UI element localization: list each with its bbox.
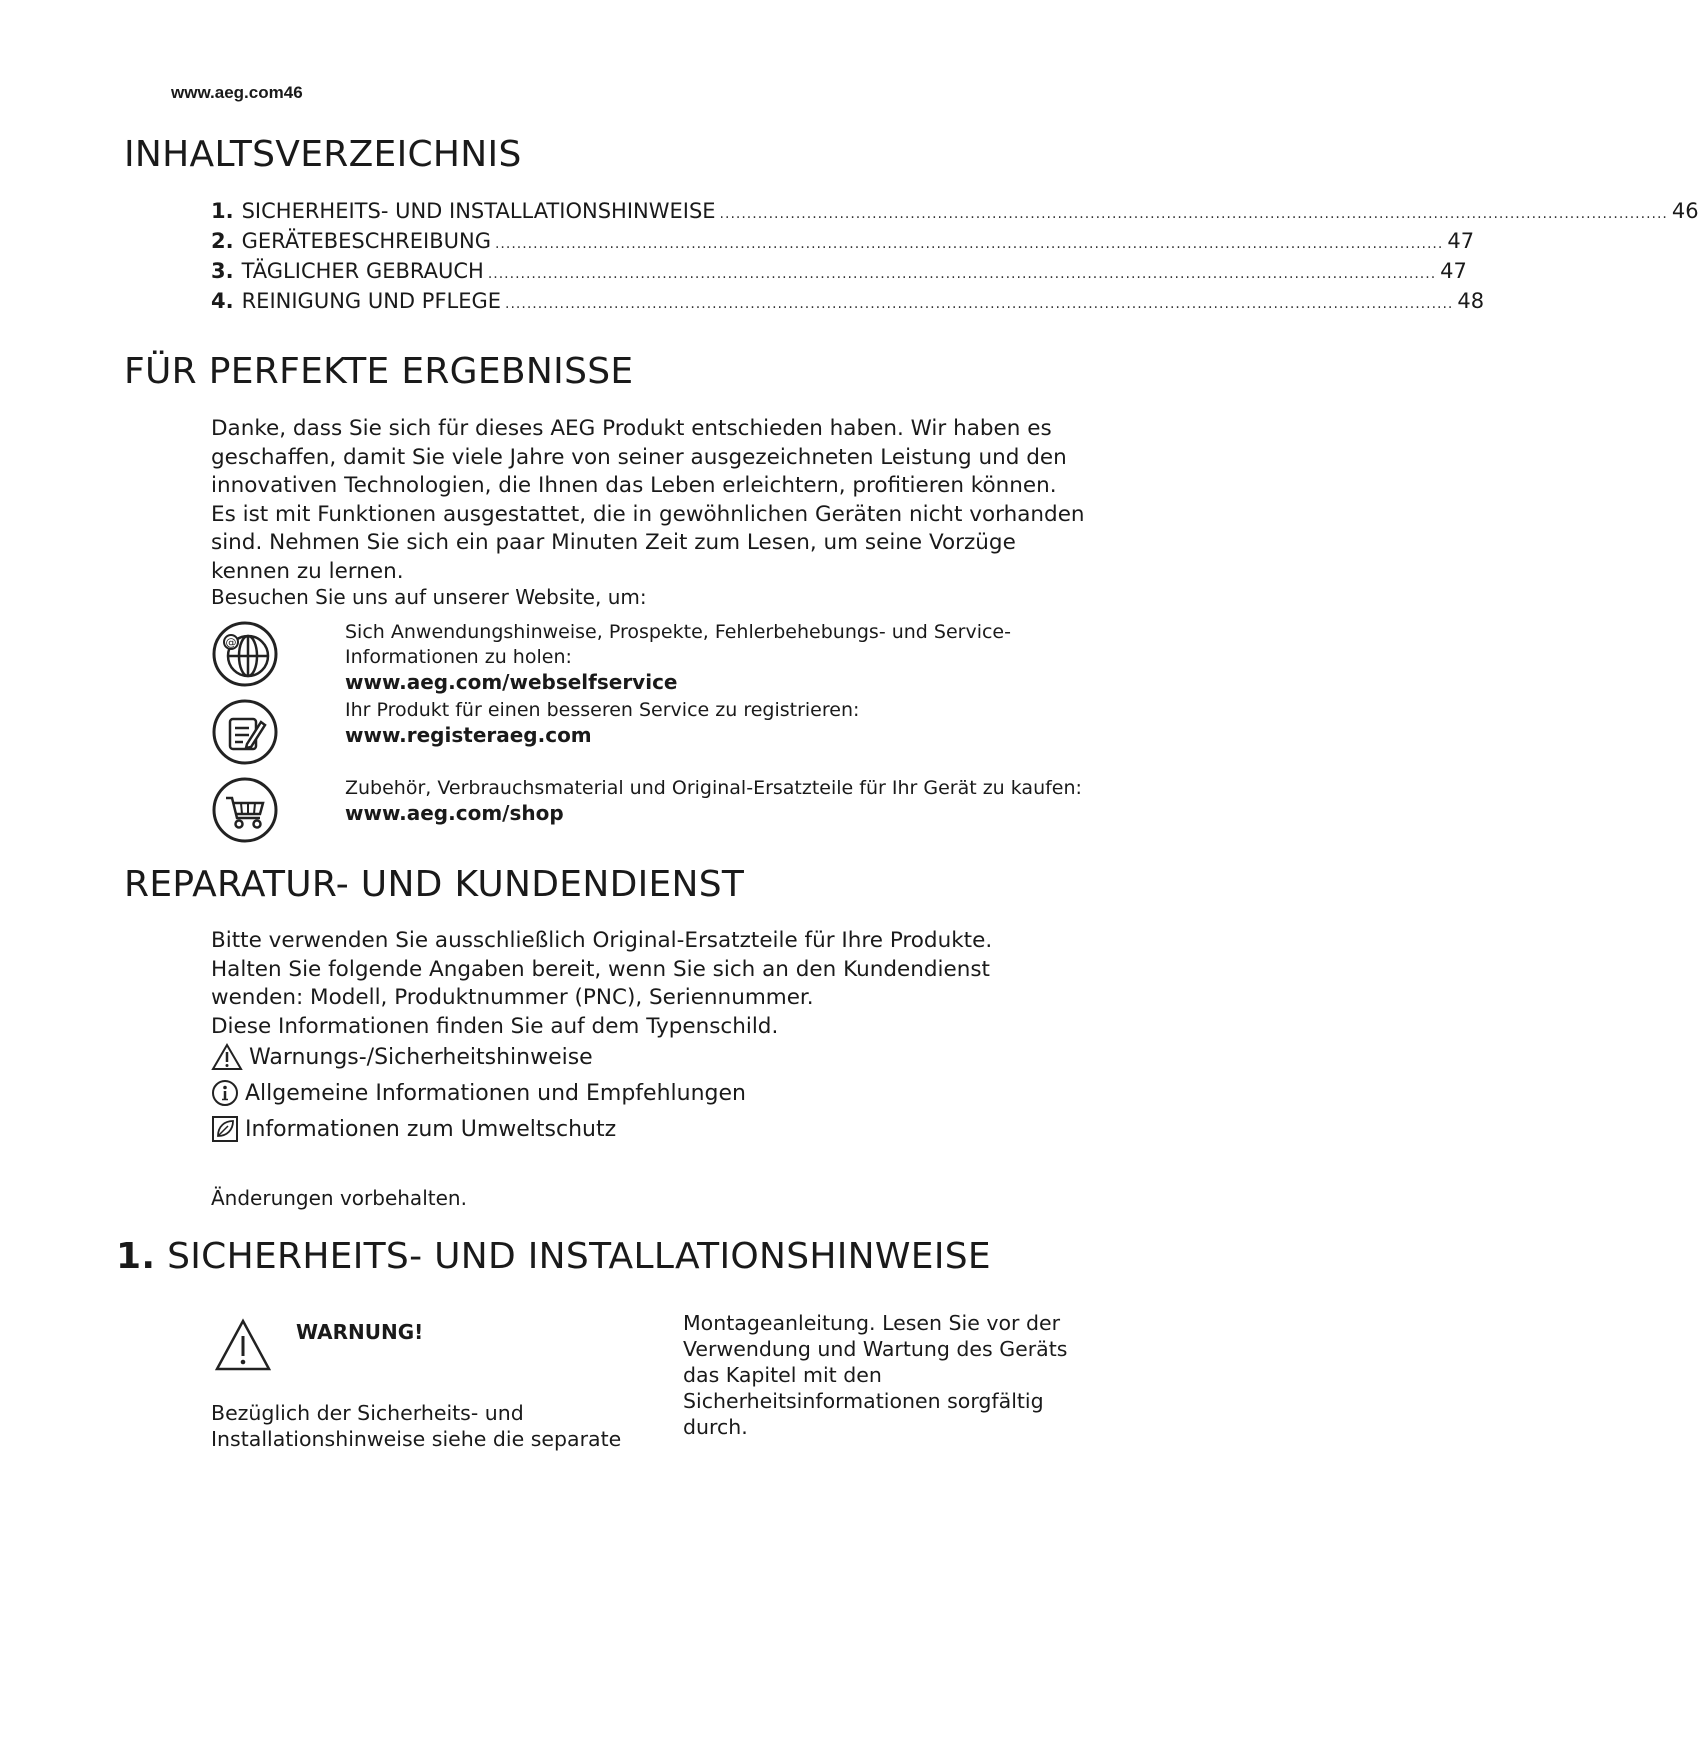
legend-text: Allgemeine Informationen und Empfehlungen (245, 1080, 746, 1106)
service-description: Informationen zu holen: (345, 646, 572, 668)
repair-heading: REPARATUR- UND KUNDENDIENST (124, 864, 745, 905)
repair-line: wenden: Modell, Produktnummer (PNC), Seriennummer. (211, 985, 814, 1010)
safety-left-column (211, 1400, 631, 1452)
safety-heading-number: 1. (116, 1236, 156, 1277)
toc-dot-leader: .............................................................................................................................................................................. (494, 236, 1444, 252)
safety-line: Montageanleitung. Lesen Sie vor der (683, 1311, 1061, 1335)
warning-label: WARNUNG! (296, 1320, 424, 1344)
legend-row-info (211, 1079, 746, 1107)
toc-dot-leader: .............................................................................................................................................................................. (505, 296, 1454, 312)
header-url: www.aeg.com46 (171, 83, 303, 102)
service-description: Ihr Produkt für einen besseren Service zu registrieren: (345, 699, 860, 721)
service-text (345, 698, 1125, 748)
toc-item-title: GERÄTEBESCHREIBUNG (241, 229, 491, 253)
shopping-cart-icon (211, 776, 279, 844)
toc-item-title: TÄGLICHER GEBRAUCH (241, 259, 484, 283)
toc-item[interactable] (211, 199, 1699, 229)
repair-paragraph (211, 927, 1141, 1041)
service-description: Sich Anwendungshinweise, Prospekte, Fehlerbehebungs- und Service- (345, 621, 1011, 643)
toc-heading: INHALTSVERZEICHNIS (124, 134, 522, 175)
legend-row-warning (211, 1043, 593, 1071)
toc-item-page: 48 (1457, 289, 1485, 313)
toc-item[interactable] (211, 289, 1485, 319)
toc-item-number: 1. (211, 199, 234, 223)
safety-right-column (683, 1310, 1123, 1440)
repair-line: Bitte verwenden Sie ausschließlich Original-Ersatzteile für Ihre Produkte. (211, 928, 993, 953)
toc-item-page: 47 (1447, 229, 1475, 253)
warning-icon (211, 1043, 243, 1071)
safety-line: Verwendung und Wartung des Geräts (683, 1337, 1068, 1361)
service-row-webselfservice (211, 620, 1111, 692)
webselfservice-link[interactable]: www.aeg.com/webselfservice (345, 670, 678, 694)
shop-link[interactable]: www.aeg.com/shop (345, 801, 564, 825)
table-of-contents (211, 199, 1699, 319)
toc-item-page: 46 (1671, 199, 1699, 223)
safety-line: Bezüglich der Sicherheits- und (211, 1401, 524, 1425)
info-icon (211, 1079, 239, 1107)
intro-line: sind. Nehmen Sie sich ein paar Minuten Zeit zum Lesen, um seine Vorzüge (211, 530, 1016, 555)
repair-line: Diese Informationen finden Sie auf dem Typenschild. (211, 1013, 779, 1039)
changes-note: Änderungen vorbehalten. (211, 1186, 467, 1210)
safety-line: Sicherheitsinformationen sorgfältig (683, 1389, 1044, 1413)
toc-item[interactable] (211, 259, 1467, 289)
intro-line: Danke, dass Sie sich für dieses AEG Produkt entschieden haben. Wir haben es (211, 416, 1052, 441)
service-row-register (211, 698, 1111, 770)
visit-text: Besuchen Sie uns auf unserer Website, um: (211, 585, 647, 609)
intro-line: Es ist mit Funktionen ausgestattet, die in gewöhnlichen Geräten nicht vorhanden (211, 501, 1085, 527)
toc-dot-leader: .............................................................................................................................................................................. (719, 206, 1668, 222)
warning-icon (214, 1318, 272, 1372)
intro-paragraph (211, 415, 1141, 586)
toc-item-number: 4. (211, 289, 234, 313)
environment-icon (211, 1115, 239, 1143)
legend-text: Warnungs-/Sicherheitshinweise (249, 1044, 593, 1070)
svg-text:@: @ (225, 636, 237, 649)
safety-heading (116, 1236, 991, 1277)
toc-item-number: 2. (211, 229, 234, 253)
toc-dot-leader: .............................................................................................................................................................................. (487, 266, 1437, 282)
legend-text: Informationen zum Umweltschutz (245, 1116, 617, 1142)
safety-heading-title: SICHERHEITS- UND INSTALLATIONSHINWEISE (167, 1236, 991, 1277)
toc-item-number: 3. (211, 259, 234, 283)
service-text (345, 620, 1125, 695)
safety-line: durch. (683, 1415, 748, 1439)
register-icon (211, 698, 279, 766)
legend-row-environment (211, 1115, 616, 1143)
repair-line: Halten Sie folgende Angaben bereit, wenn Sie sich an den Kundendienst (211, 956, 990, 982)
results-heading: FÜR PERFEKTE ERGEBNISSE (124, 351, 634, 392)
safety-line: Installationshinweise siehe die separate (211, 1427, 622, 1451)
globe-icon (211, 620, 279, 688)
service-text (345, 776, 1125, 826)
intro-line: innovativen Technologien, die Ihnen das Leben erleichtern, profitieren können. (211, 473, 1057, 498)
safety-line: das Kapitel mit den (683, 1363, 882, 1387)
toc-item-title: REINIGUNG UND PFLEGE (241, 289, 502, 313)
intro-line: geschaffen, damit Sie viele Jahre von seiner ausgezeichneten Leistung und den (211, 444, 1067, 470)
register-link[interactable]: www.registeraeg.com (345, 723, 592, 747)
service-row-shop (211, 776, 1111, 848)
toc-item-title: SICHERHEITS- UND INSTALLATIONSHINWEISE (241, 199, 716, 223)
toc-item-page: 47 (1440, 259, 1467, 283)
service-description: Zubehör, Verbrauchsmaterial und Original-Ersatzteile für Ihr Gerät zu kaufen: (345, 777, 1082, 799)
toc-item[interactable] (211, 229, 1475, 259)
intro-line: kennen zu lernen. (211, 558, 404, 584)
